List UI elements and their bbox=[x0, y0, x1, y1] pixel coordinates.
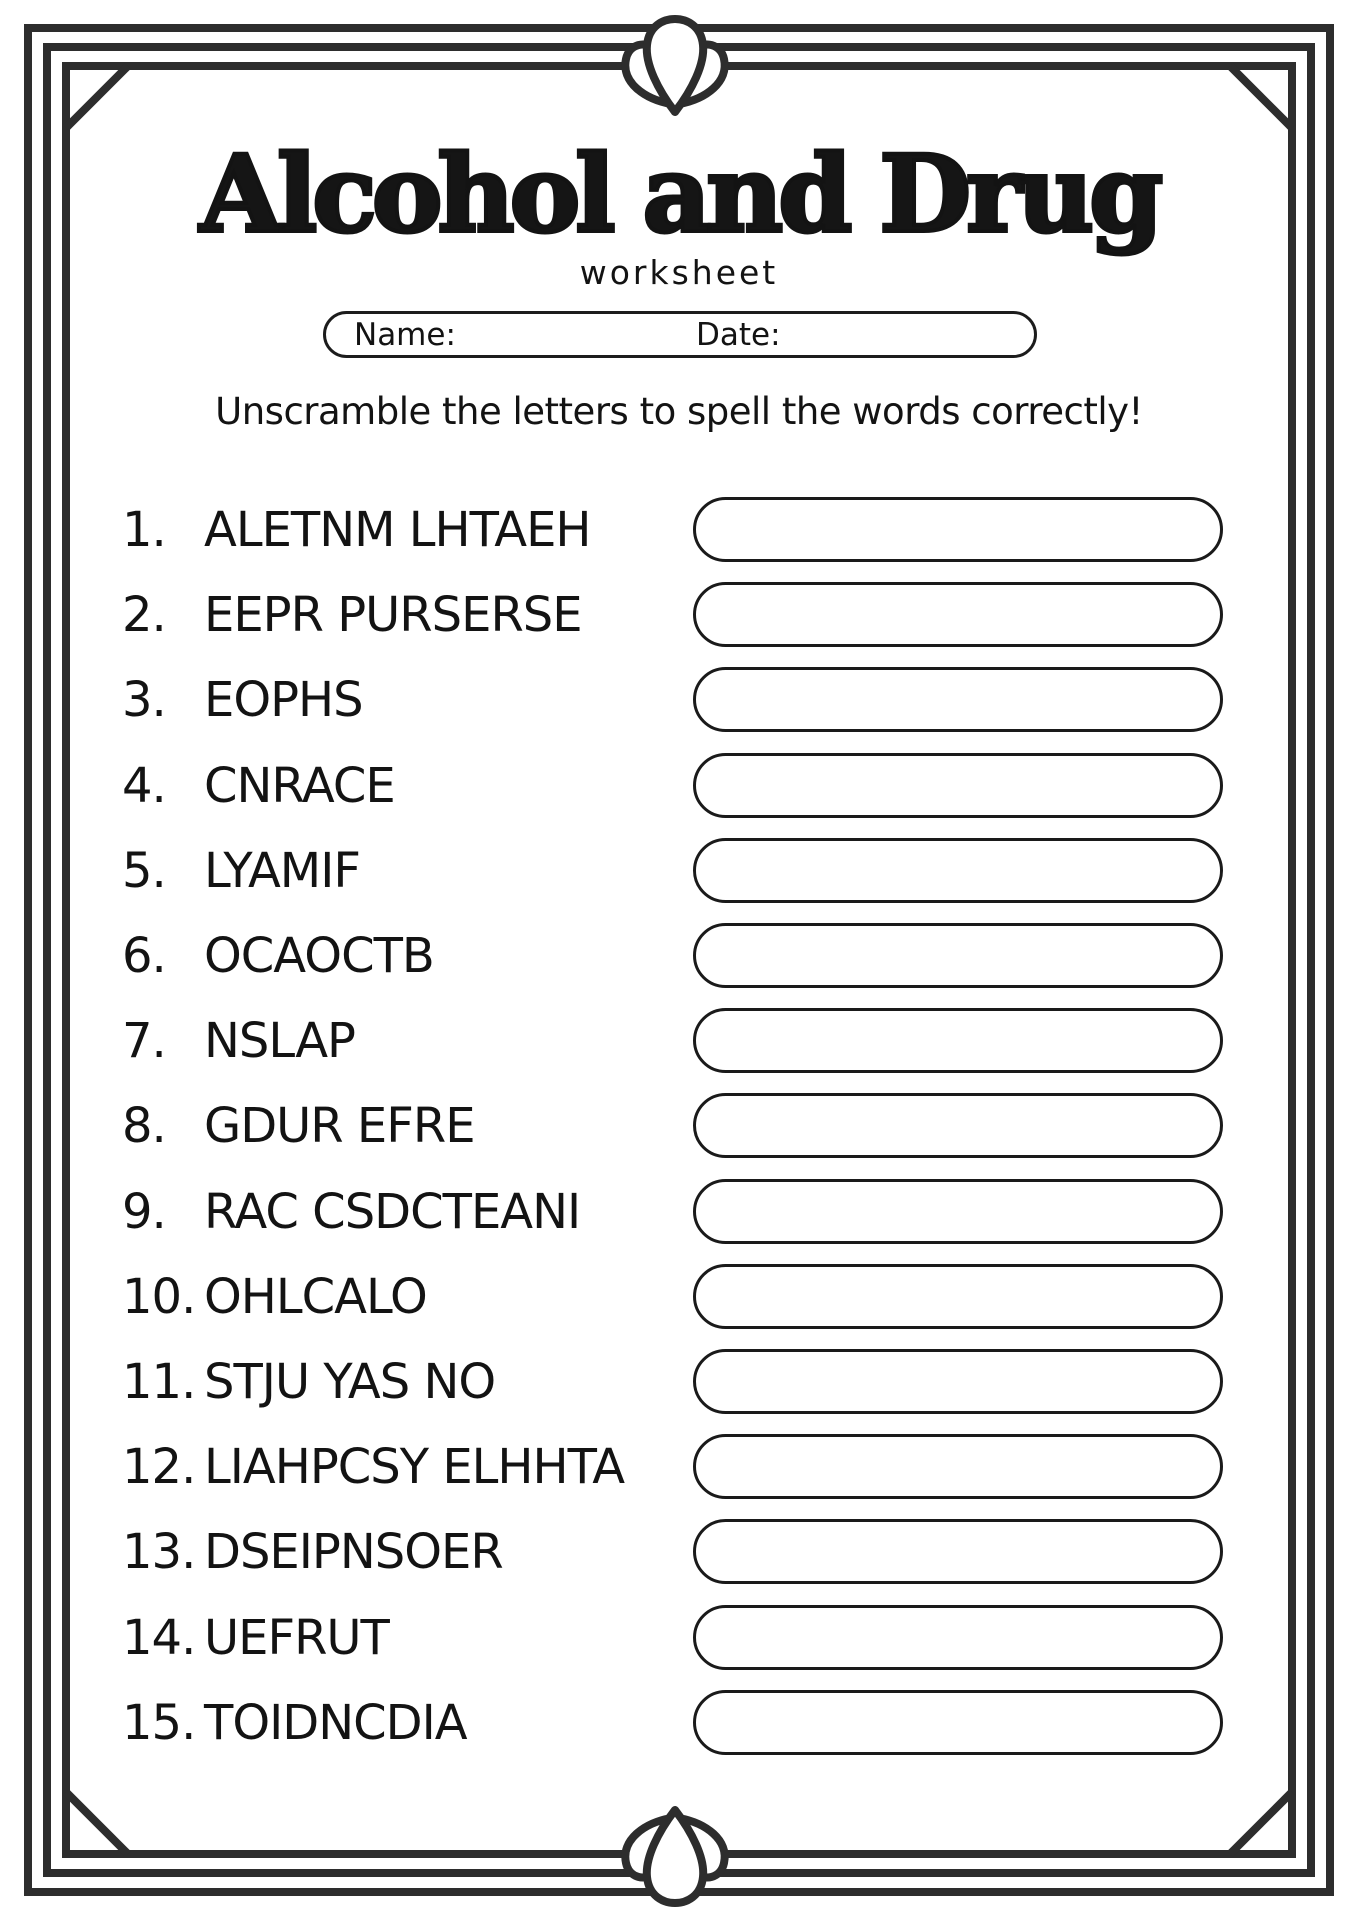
page-title: Alcohol and Drug bbox=[199, 130, 1159, 256]
scrambled-word: EOPHS bbox=[204, 672, 363, 729]
scrambled-word: TOIDNCDIA bbox=[204, 1694, 467, 1751]
list-item bbox=[0, 828, 1358, 914]
item-number: 2. bbox=[122, 587, 166, 644]
answer-blank[interactable] bbox=[693, 1605, 1223, 1670]
answer-blank[interactable] bbox=[693, 1179, 1223, 1244]
scrambled-word: STJU YAS NO bbox=[204, 1354, 496, 1410]
item-number: 7. bbox=[122, 1013, 166, 1070]
item-number: 3. bbox=[122, 672, 166, 729]
answer-blank[interactable] bbox=[693, 1264, 1223, 1329]
answer-blank[interactable] bbox=[693, 838, 1223, 903]
answer-blank[interactable] bbox=[693, 923, 1223, 988]
item-number: 9. bbox=[122, 1183, 166, 1240]
name-label: Name: bbox=[354, 316, 456, 353]
item-number: 13. bbox=[122, 1524, 196, 1581]
date-label: Date: bbox=[696, 316, 781, 353]
item-number: 15. bbox=[122, 1694, 196, 1751]
answer-blank[interactable] bbox=[693, 1434, 1223, 1499]
list-item bbox=[0, 1169, 1358, 1255]
scrambled-word: NSLAP bbox=[204, 1013, 355, 1070]
scrambled-word: LIAHPCSY ELHHTA bbox=[204, 1439, 625, 1496]
list-item bbox=[0, 743, 1358, 829]
list-item bbox=[0, 1595, 1358, 1681]
scrambled-word: DSEIPNSOER bbox=[204, 1524, 503, 1581]
list-item bbox=[0, 1680, 1358, 1766]
item-number: 6. bbox=[122, 928, 166, 984]
scrambled-word: CNRACE bbox=[204, 757, 395, 814]
instruction-text: Unscramble the letters to spell the words correctly! bbox=[215, 389, 1143, 433]
answer-blank[interactable] bbox=[693, 1008, 1223, 1073]
list-item bbox=[0, 913, 1358, 999]
item-number: 1. bbox=[122, 502, 166, 558]
scrambled-word: RAC CSDCTEANI bbox=[204, 1183, 581, 1240]
list-item bbox=[0, 1424, 1358, 1510]
list-item bbox=[0, 1509, 1358, 1595]
answer-blank[interactable] bbox=[693, 1690, 1223, 1755]
list-item bbox=[0, 998, 1358, 1084]
scrambled-word: OHLCALO bbox=[204, 1268, 427, 1325]
list-item bbox=[0, 1083, 1358, 1169]
item-number: 5. bbox=[122, 842, 166, 899]
scrambled-word: EEPR PURSERSE bbox=[204, 587, 582, 644]
scrambled-word: UEFRUT bbox=[204, 1609, 389, 1666]
answer-blank[interactable] bbox=[693, 497, 1223, 562]
answer-blank[interactable] bbox=[693, 667, 1223, 732]
item-number: 8. bbox=[122, 1098, 166, 1155]
item-number: 14. bbox=[122, 1609, 196, 1666]
item-number: 10. bbox=[122, 1268, 196, 1325]
answer-blank[interactable] bbox=[693, 1519, 1223, 1584]
answer-blank[interactable] bbox=[693, 1093, 1223, 1158]
item-number: 4. bbox=[122, 757, 166, 814]
list-item bbox=[0, 1254, 1358, 1340]
answer-blank[interactable] bbox=[693, 1349, 1223, 1414]
answer-blank[interactable] bbox=[693, 582, 1223, 647]
item-number: 11. bbox=[122, 1354, 196, 1410]
answer-blank[interactable] bbox=[693, 753, 1223, 818]
scrambled-word: OCAOCTB bbox=[204, 928, 434, 984]
item-number: 12. bbox=[122, 1439, 196, 1496]
scrambled-word: ALETNM LHTAEH bbox=[204, 502, 591, 558]
list-item bbox=[0, 1339, 1358, 1425]
list-item bbox=[0, 572, 1358, 658]
scrambled-word: LYAMIF bbox=[204, 842, 360, 899]
list-item bbox=[0, 657, 1358, 743]
page-subtitle: worksheet bbox=[579, 252, 779, 292]
list-item bbox=[0, 487, 1358, 573]
scrambled-word: GDUR EFRE bbox=[204, 1098, 475, 1155]
